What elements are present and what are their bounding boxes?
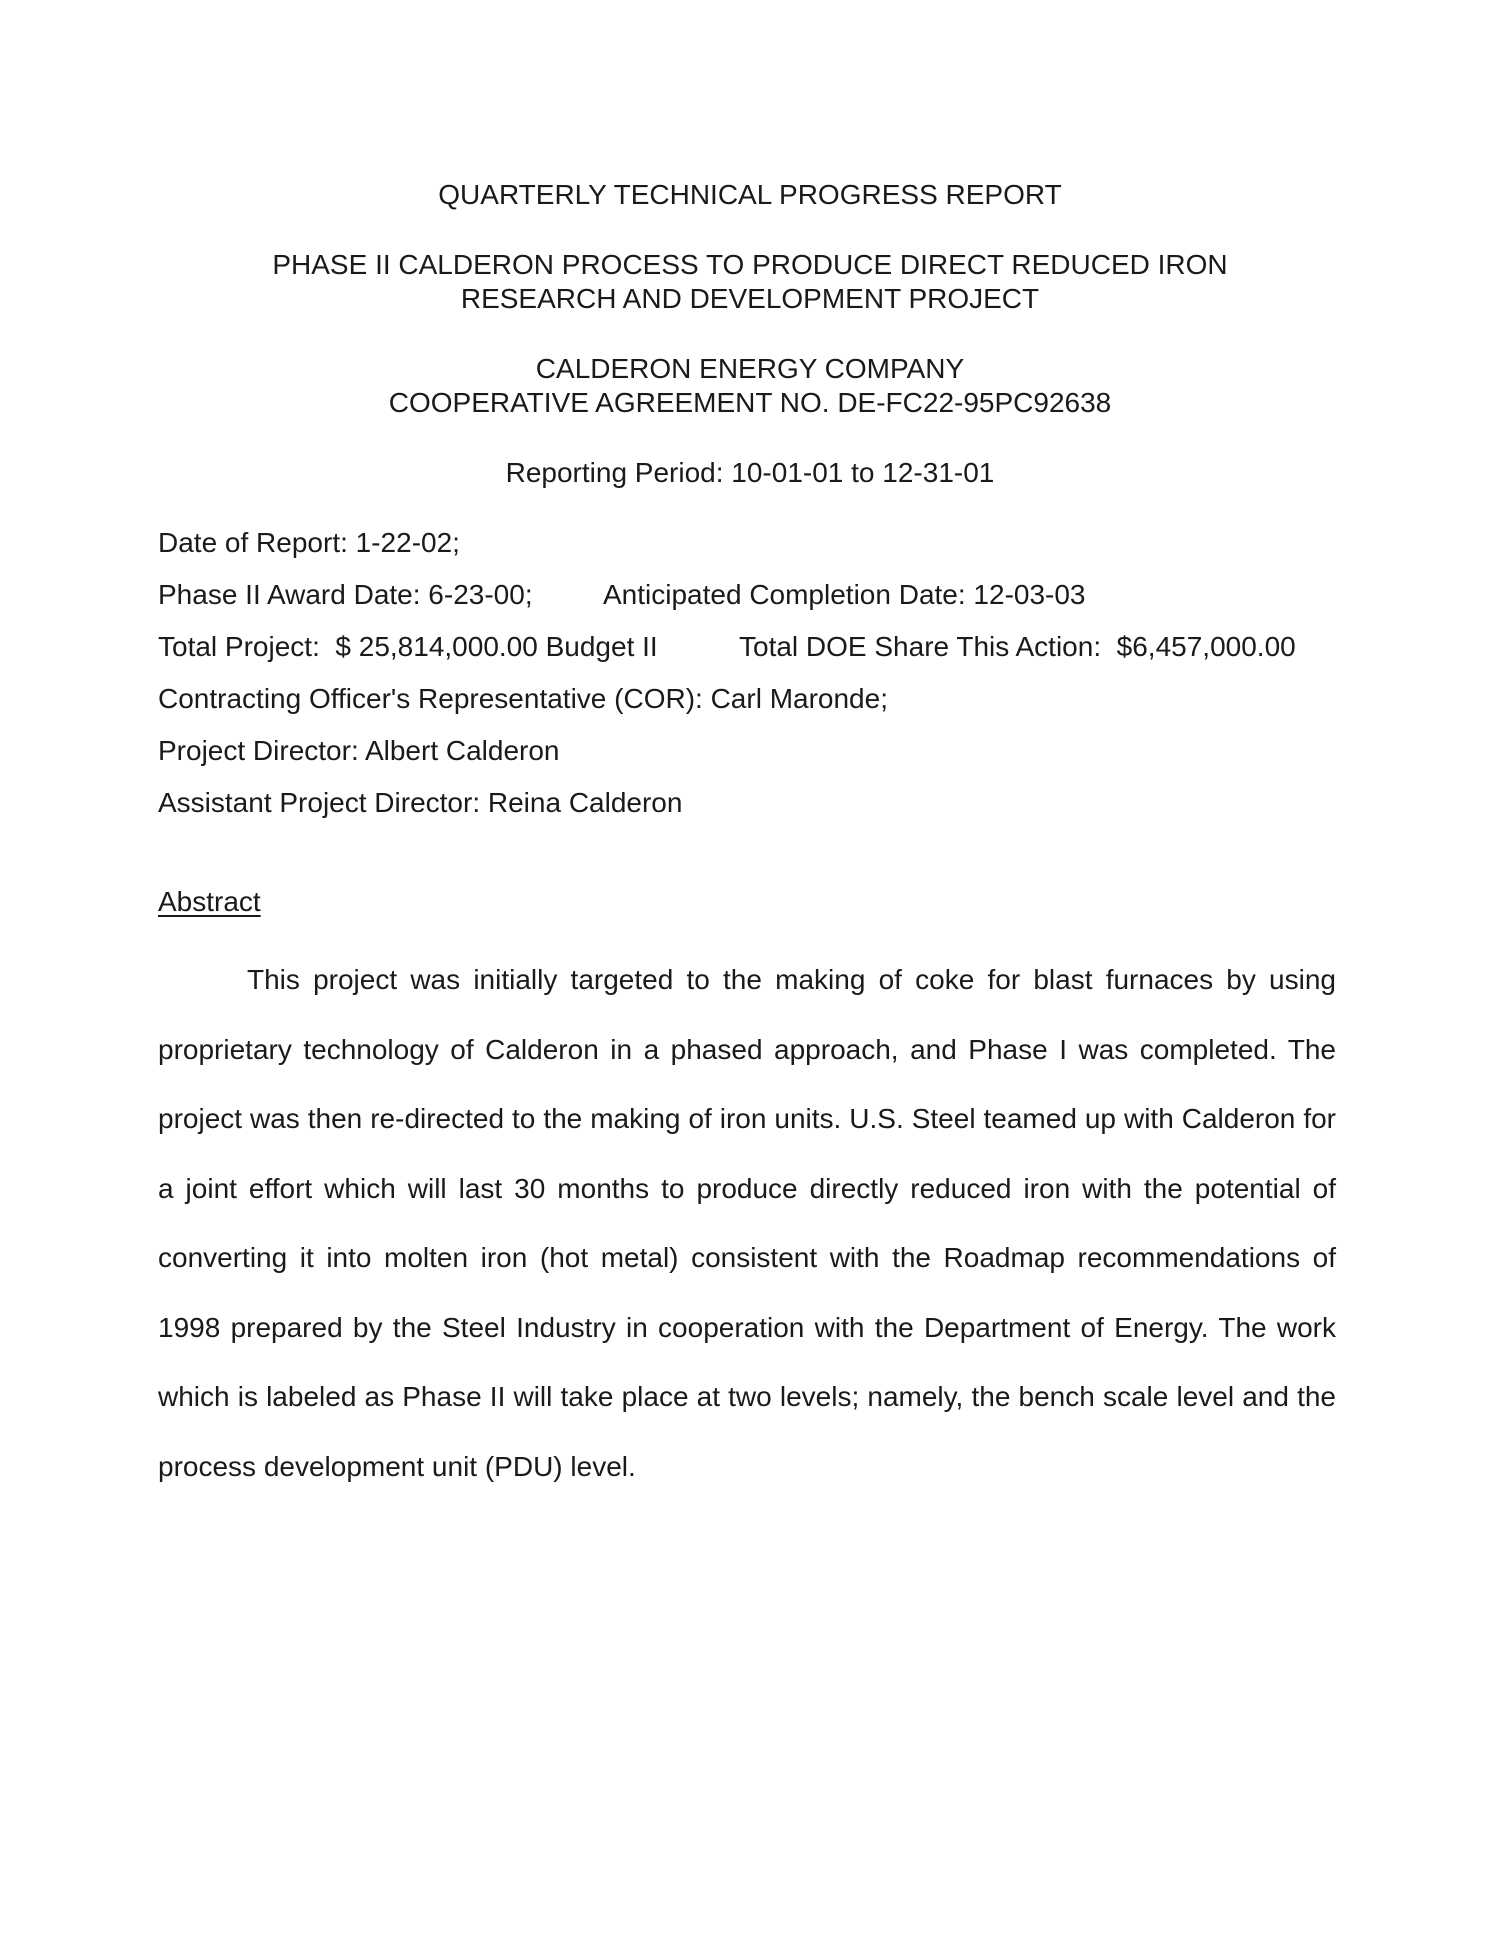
company-name: CALDERON ENERGY COMPANY <box>535 353 965 384</box>
project-title-line-1: PHASE II CALDERON PROCESS TO PRODUCE DIRECT REDUCED IRON <box>272 249 1228 280</box>
completion-date: Anticipated Completion Date: 12-03-03 <box>603 579 1086 610</box>
date-of-report: Date of Report: 1-22-02; <box>158 527 460 558</box>
assistant-project-director: Assistant Project Director: Reina Calderon <box>158 787 683 818</box>
project-title-line-2: RESEARCH AND DEVELOPMENT PROJECT <box>460 283 1040 314</box>
doe-share: Total DOE Share This Action: $6,457,000.00 <box>739 631 1296 662</box>
project-director: Project Director: Albert Calderon <box>158 735 560 766</box>
report-title: QUARTERLY TECHNICAL PROGRESS REPORT <box>438 179 1062 210</box>
cor-line: Contracting Officer's Representative (COR): Carl Maronde; <box>158 683 888 714</box>
abstract-heading: Abstract <box>158 886 261 917</box>
abstract-body: This project was initially targeted to the making of coke for blast furnaces by using proprietary technology of Calderon in a phased approach, and Phase I was completed. The project was then re-directed to the making of iron units. U.S. Steel teamed up with Calderon for a joint effort which will last 30 months to produce directly reduced iron with the potential of converting it into molten iron (hot metal) consistent with the Roadmap recommendations of 1998 prepared by the Steel Industry in cooperation with the Department of Energy. The work which is labeled as Phase II will take place at two levels; namely, the bench scale level and the process development unit (PDU) level. <box>158 964 1336 1482</box>
award-date: Phase II Award Date: 6-23-00; <box>158 579 533 610</box>
agreement-number: COOPERATIVE AGREEMENT NO. DE-FC22-95PC92638 <box>388 387 1112 418</box>
reporting-period: Reporting Period: 10-01-01 to 12-31-01 <box>505 457 995 488</box>
total-project: Total Project: $ 25,814,000.00 Budget II <box>158 631 658 662</box>
